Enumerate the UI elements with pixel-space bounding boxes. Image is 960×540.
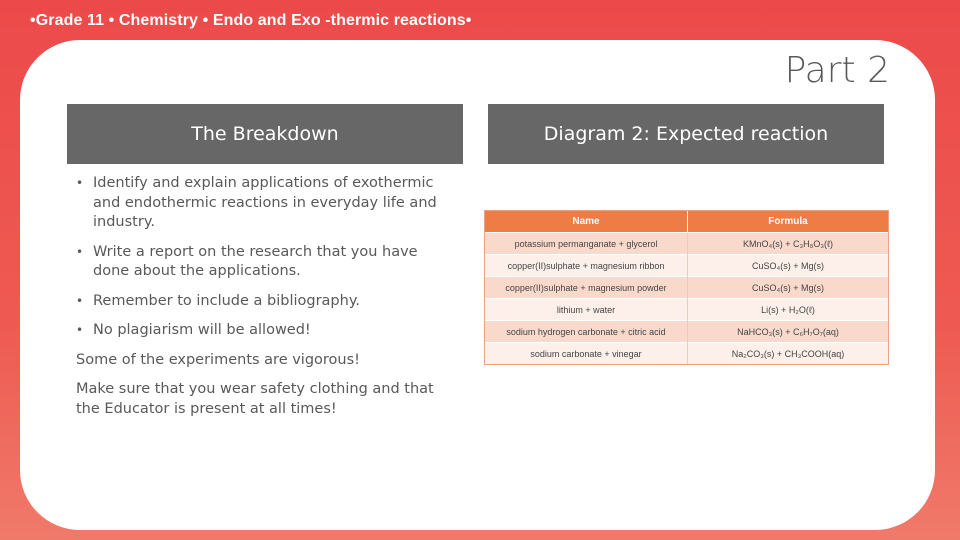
table-row	[485, 233, 888, 255]
reaction-name-cell: copper(II)sulphate + magnesium powder	[485, 277, 688, 299]
note-safety: Make sure that you wear safety clothing and that the Educator is present at all times!	[76, 381, 434, 417]
breakdown-header	[67, 104, 463, 164]
part-title: Part 2	[784, 50, 890, 91]
bullet-item	[76, 243, 446, 282]
column-header-name: Name	[485, 211, 688, 233]
reaction-name-cell: sodium hydrogen carbonate + citric acid	[485, 321, 688, 343]
bullet-item	[76, 321, 446, 341]
bullet-text: No plagiarism will be allowed!	[93, 322, 311, 338]
note-vigorous: Some of the experiments are vigorous!	[76, 351, 360, 368]
bullet-dot: •	[76, 244, 84, 259]
reaction-formula-cell: CuSO₄(s) + Mg(s)	[688, 255, 889, 277]
table-row	[485, 299, 888, 321]
table-row	[485, 255, 888, 277]
reaction-name-cell: sodium carbonate + vinegar	[485, 343, 688, 365]
table-header-row	[485, 211, 888, 233]
diagram-header-label: Diagram 2: Expected reaction	[543, 123, 829, 145]
table-row	[485, 321, 888, 343]
bullet-text: Remember to include a bibliography.	[93, 292, 360, 309]
column-header-formula: Formula	[688, 211, 889, 233]
reaction-formula-cell: KMnO₄(s) + C₃H₈O₃(ℓ)	[688, 233, 889, 255]
breakdown-header-label: The Breakdown	[191, 123, 339, 145]
diagram-header	[488, 104, 884, 164]
breakdown-content	[76, 174, 446, 429]
bullet-item	[76, 292, 446, 312]
bullet-text: Write a report on the research that you have done about the applications.	[93, 243, 418, 279]
bullet-list	[76, 174, 446, 341]
bullet-text: Identify and explain applications of exothermic and endothermic reactions in everyday life and industry.	[93, 175, 437, 230]
reaction-formula-cell: Na₂CO₃(s) + CH₃COOH(aq)	[688, 343, 889, 365]
reaction-formula-cell: Li(s) + H₂O(ℓ)	[688, 299, 889, 321]
bullet-dot: •	[76, 323, 84, 337]
reaction-formula-cell: CuSO₄(s) + Mg(s)	[688, 277, 889, 299]
bullet-dot: •	[76, 176, 84, 190]
reaction-name-cell: lithium + water	[485, 299, 688, 321]
bullet-dot: •	[76, 293, 84, 308]
reactions-table	[484, 210, 889, 365]
reaction-name-cell: copper(II)sulphate + magnesium ribbon	[485, 255, 688, 277]
reaction-formula-cell: NaHCO₃(s) + C₆H₇O₇(aq)	[688, 321, 889, 343]
breadcrumb: •Grade 11 • Chemistry • Endo and Exo -thermic reactions•	[30, 12, 472, 29]
table-row	[485, 343, 888, 365]
bullet-item	[76, 174, 446, 233]
reaction-name-cell: potassium permanganate + glycerol	[485, 233, 688, 255]
table-row	[485, 277, 888, 299]
